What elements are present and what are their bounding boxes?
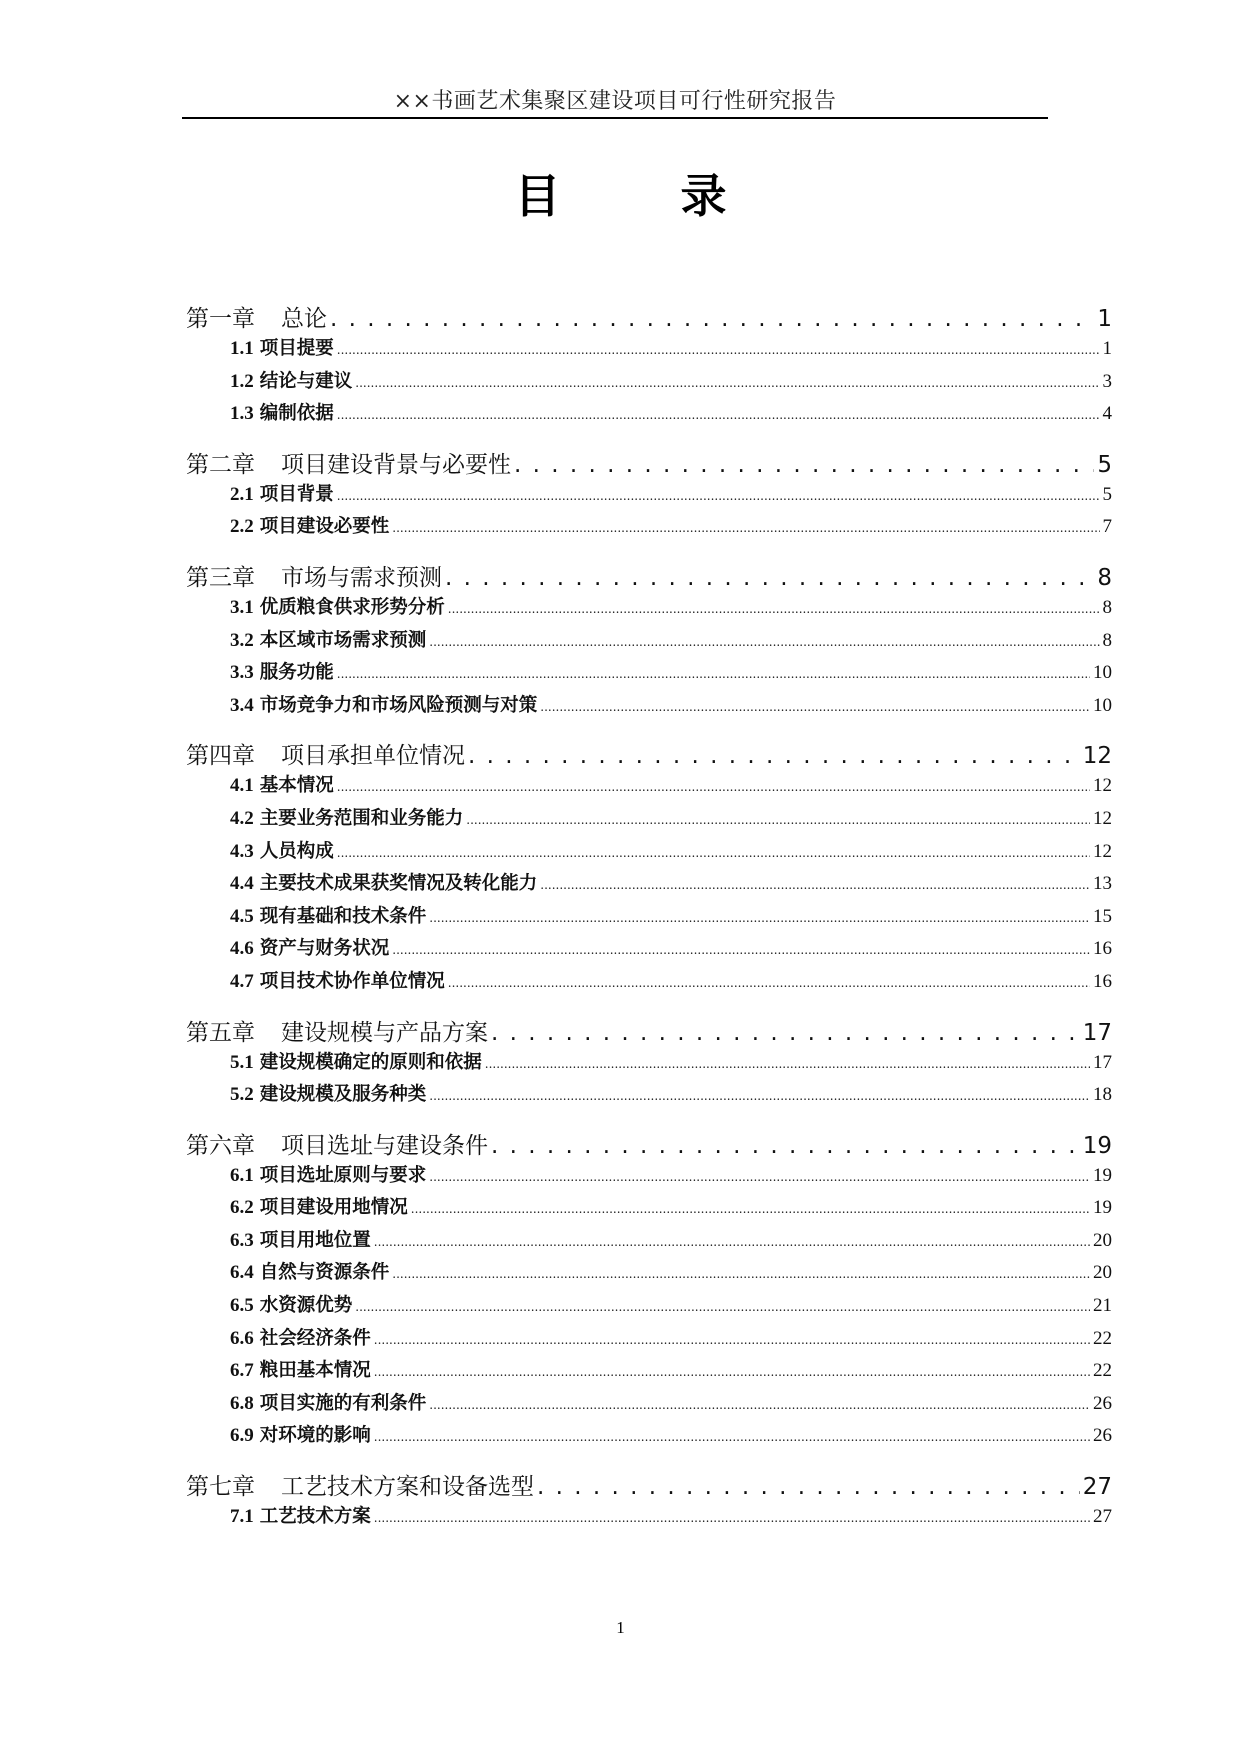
section-label bbox=[230, 1291, 352, 1317]
section-label bbox=[230, 1421, 371, 1447]
toc-section-entry[interactable] bbox=[186, 1048, 1112, 1081]
dot-leader bbox=[429, 1398, 1090, 1412]
chapter-number: 第一章 bbox=[186, 306, 255, 332]
dot-leader bbox=[337, 667, 1090, 681]
section-title: 项目技术协作单位情况 bbox=[259, 970, 445, 992]
section-title: 项目背景 bbox=[259, 483, 334, 505]
toc-section-entry[interactable] bbox=[186, 691, 1112, 724]
section-page-number: 27 bbox=[1093, 1506, 1112, 1528]
section-number: 3.2 bbox=[230, 629, 254, 651]
section-title: 服务功能 bbox=[259, 662, 334, 684]
section-page-number: 8 bbox=[1102, 596, 1112, 618]
section-title: 工艺技术方案 bbox=[259, 1506, 371, 1528]
section-title: 粮田基本情况 bbox=[259, 1360, 371, 1382]
toc-title: 目录 bbox=[514, 169, 847, 223]
chapter-title: 项目建设背景与必要性 bbox=[281, 451, 511, 478]
toc-section-entry[interactable] bbox=[186, 334, 1112, 367]
section-number: 6.4 bbox=[230, 1262, 254, 1284]
section-title: 本区域市场需求预测 bbox=[259, 629, 427, 651]
dot-leader bbox=[468, 743, 1080, 769]
section-title: 结论与建议 bbox=[259, 370, 353, 392]
section-label bbox=[230, 1193, 408, 1219]
dot-leader bbox=[514, 452, 1094, 478]
chapter-page-number: 17 bbox=[1082, 1019, 1112, 1046]
chapter-label bbox=[186, 559, 442, 592]
section-label bbox=[230, 658, 334, 684]
section-page-number: 15 bbox=[1093, 905, 1112, 927]
chapter-number: 第二章 bbox=[186, 451, 255, 478]
section-title: 基本情况 bbox=[259, 775, 334, 797]
dot-leader bbox=[445, 565, 1094, 591]
chapter-title: 总论 bbox=[281, 306, 327, 332]
section-label bbox=[230, 480, 334, 506]
section-number: 6.8 bbox=[230, 1392, 254, 1414]
section-label bbox=[230, 1389, 426, 1415]
section-label bbox=[230, 1080, 426, 1106]
toc-section-entry[interactable] bbox=[186, 658, 1112, 691]
toc-section-entry[interactable] bbox=[186, 804, 1112, 837]
chapter-number: 第四章 bbox=[186, 743, 255, 770]
chapter-title: 建设规模与产品方案 bbox=[281, 1019, 488, 1046]
dot-leader bbox=[540, 878, 1090, 892]
section-number: 6.3 bbox=[230, 1229, 254, 1251]
section-page-number: 12 bbox=[1093, 807, 1112, 829]
page-number: 1 bbox=[616, 1618, 625, 1637]
dot-leader bbox=[355, 1300, 1090, 1314]
section-page-number: 1 bbox=[1102, 338, 1112, 359]
section-number: 4.6 bbox=[230, 938, 254, 960]
chapter-title: 项目承担单位情况 bbox=[281, 743, 465, 770]
section-page-number: 26 bbox=[1093, 1392, 1112, 1414]
chapter-number: 第五章 bbox=[186, 1019, 255, 1046]
section-title: 市场竞争力和市场风险预测与对策 bbox=[259, 694, 538, 716]
toc-section-entry[interactable] bbox=[186, 837, 1112, 870]
section-page-number: 18 bbox=[1093, 1084, 1112, 1106]
dot-leader bbox=[392, 943, 1090, 957]
toc-section-entry[interactable] bbox=[186, 1258, 1112, 1291]
section-number: 5.1 bbox=[230, 1051, 254, 1073]
section-title: 项目实施的有利条件 bbox=[259, 1392, 427, 1414]
toc-chapter-entry[interactable] bbox=[186, 446, 1112, 480]
dot-leader bbox=[485, 1057, 1090, 1071]
dot-leader bbox=[466, 813, 1090, 827]
dot-leader bbox=[337, 780, 1090, 794]
toc-section-entry[interactable] bbox=[186, 771, 1112, 804]
section-label bbox=[230, 512, 389, 538]
chapter-page-number: 12 bbox=[1082, 743, 1112, 770]
chapter-page-number: 1 bbox=[1097, 306, 1112, 332]
section-page-number: 8 bbox=[1102, 629, 1112, 651]
section-label bbox=[230, 1258, 389, 1284]
toc-chapter-entry[interactable] bbox=[186, 737, 1112, 771]
toc-section-entry[interactable] bbox=[186, 1193, 1112, 1226]
section-title: 资产与财务状况 bbox=[259, 938, 390, 960]
section-number: 4.4 bbox=[230, 873, 254, 895]
section-page-number: 22 bbox=[1093, 1360, 1112, 1382]
toc-chapter-entry[interactable] bbox=[186, 300, 1112, 334]
section-label bbox=[230, 902, 426, 928]
dot-leader bbox=[337, 343, 1100, 357]
section-number: 5.2 bbox=[230, 1084, 254, 1106]
toc-section-entry[interactable] bbox=[186, 1421, 1112, 1454]
dot-leader bbox=[374, 1365, 1090, 1379]
section-label bbox=[230, 334, 334, 360]
section-label bbox=[230, 869, 537, 895]
section-number: 3.3 bbox=[230, 662, 254, 684]
section-label bbox=[230, 1356, 371, 1382]
dot-leader bbox=[374, 1235, 1090, 1249]
section-number: 1.1 bbox=[230, 338, 254, 359]
section-label bbox=[230, 691, 537, 717]
toc-section-entry[interactable] bbox=[186, 967, 1112, 1000]
section-label bbox=[230, 967, 445, 993]
section-title: 项目建设用地情况 bbox=[259, 1197, 408, 1219]
section-title: 项目建设必要性 bbox=[259, 516, 390, 538]
section-label bbox=[230, 804, 463, 830]
section-number: 6.5 bbox=[230, 1295, 254, 1317]
section-page-number: 10 bbox=[1093, 662, 1112, 684]
section-number: 3.1 bbox=[230, 596, 254, 618]
chapter-label bbox=[186, 1468, 534, 1501]
dot-leader bbox=[337, 408, 1100, 422]
section-page-number: 22 bbox=[1093, 1327, 1112, 1349]
section-page-number: 12 bbox=[1093, 840, 1112, 862]
section-number: 6.9 bbox=[230, 1425, 254, 1447]
dot-leader bbox=[411, 1202, 1090, 1216]
toc-chapter-entry[interactable] bbox=[186, 1468, 1112, 1502]
dot-leader bbox=[337, 489, 1100, 503]
section-page-number: 17 bbox=[1093, 1051, 1112, 1073]
dot-leader bbox=[374, 1430, 1090, 1444]
chapter-label bbox=[186, 446, 511, 479]
header-rule bbox=[182, 117, 1048, 119]
toc-section-entry[interactable] bbox=[186, 593, 1112, 626]
dot-leader bbox=[330, 306, 1094, 332]
section-page-number: 16 bbox=[1093, 938, 1112, 960]
chapter-number: 第三章 bbox=[186, 564, 255, 591]
dot-leader bbox=[448, 976, 1090, 990]
section-title: 水资源优势 bbox=[259, 1295, 353, 1317]
section-page-number: 4 bbox=[1102, 403, 1112, 425]
chapter-number: 第七章 bbox=[186, 1474, 255, 1501]
section-label bbox=[230, 1161, 426, 1187]
section-page-number: 13 bbox=[1093, 873, 1112, 895]
chapter-title: 市场与需求预测 bbox=[281, 564, 442, 591]
section-label bbox=[230, 399, 334, 425]
section-number: 1.2 bbox=[230, 370, 254, 392]
chapter-page-number: 8 bbox=[1097, 564, 1112, 591]
section-page-number: 7 bbox=[1102, 516, 1112, 538]
dot-leader bbox=[392, 1267, 1090, 1281]
dot-leader bbox=[537, 1474, 1080, 1500]
dot-leader bbox=[392, 521, 1099, 535]
section-title: 人员构成 bbox=[259, 840, 334, 862]
section-title: 主要业务范围和业务能力 bbox=[259, 807, 464, 829]
section-title: 优质粮食供求形势分析 bbox=[259, 596, 445, 618]
section-label bbox=[230, 1226, 371, 1252]
section-page-number: 3 bbox=[1102, 370, 1112, 392]
chapter-page-number: 19 bbox=[1082, 1132, 1112, 1159]
toc-chapter-entry[interactable] bbox=[186, 559, 1112, 593]
section-page-number: 12 bbox=[1093, 775, 1112, 797]
chapter-page-number: 5 bbox=[1097, 451, 1112, 478]
toc-chapter-entry[interactable] bbox=[186, 1127, 1112, 1161]
dot-leader bbox=[429, 635, 1099, 649]
section-title: 现有基础和技术条件 bbox=[259, 905, 427, 927]
toc-section-entry[interactable] bbox=[186, 1324, 1112, 1357]
toc-section-entry[interactable] bbox=[186, 480, 1112, 513]
section-page-number: 19 bbox=[1093, 1164, 1112, 1186]
section-page-number: 19 bbox=[1093, 1197, 1112, 1219]
toc-section-entry[interactable] bbox=[186, 367, 1112, 400]
section-title: 自然与资源条件 bbox=[259, 1262, 390, 1284]
section-page-number: 20 bbox=[1093, 1229, 1112, 1251]
section-number: 4.1 bbox=[230, 775, 254, 797]
toc-section-entry[interactable] bbox=[186, 1356, 1112, 1389]
section-label bbox=[230, 1502, 371, 1528]
section-number: 7.1 bbox=[230, 1506, 254, 1528]
section-title: 项目用地位置 bbox=[259, 1229, 371, 1251]
running-header: ××书画艺术集聚区建设项目可行性研究报告 bbox=[393, 89, 837, 114]
dot-leader bbox=[337, 846, 1090, 860]
section-page-number: 16 bbox=[1093, 970, 1112, 992]
section-number: 4.3 bbox=[230, 840, 254, 862]
section-title: 编制依据 bbox=[259, 403, 334, 425]
chapter-label bbox=[186, 737, 465, 770]
section-number: 3.4 bbox=[230, 694, 254, 716]
dot-leader bbox=[429, 1170, 1090, 1184]
dot-leader bbox=[355, 376, 1099, 390]
section-number: 1.3 bbox=[230, 403, 254, 425]
toc-section-entry[interactable] bbox=[186, 1502, 1112, 1535]
dot-leader bbox=[429, 911, 1090, 925]
section-label bbox=[230, 593, 445, 619]
section-number: 4.2 bbox=[230, 807, 254, 829]
toc-section-entry[interactable] bbox=[186, 934, 1112, 967]
section-title: 建设规模确定的原则和依据 bbox=[259, 1051, 482, 1073]
toc-section-entry[interactable] bbox=[186, 512, 1112, 545]
section-number: 4.5 bbox=[230, 905, 254, 927]
section-number: 6.1 bbox=[230, 1164, 254, 1186]
toc-section-entry[interactable] bbox=[186, 1291, 1112, 1324]
section-label bbox=[230, 626, 426, 652]
dot-leader bbox=[374, 1511, 1090, 1525]
chapter-label bbox=[186, 1014, 488, 1047]
section-number: 2.2 bbox=[230, 516, 254, 538]
chapter-label bbox=[186, 1127, 488, 1160]
toc-section-entry[interactable] bbox=[186, 626, 1112, 659]
section-title: 主要技术成果获奖情况及转化能力 bbox=[259, 873, 538, 895]
toc-section-entry[interactable] bbox=[186, 1226, 1112, 1259]
section-page-number: 5 bbox=[1102, 483, 1112, 505]
section-page-number: 10 bbox=[1093, 694, 1112, 716]
toc-section-entry[interactable] bbox=[186, 902, 1112, 935]
toc-section-entry[interactable] bbox=[186, 1161, 1112, 1194]
dot-leader bbox=[491, 1133, 1080, 1159]
dot-leader bbox=[540, 700, 1090, 714]
dot-leader bbox=[374, 1333, 1090, 1347]
section-number: 2.1 bbox=[230, 483, 254, 505]
section-number: 6.2 bbox=[230, 1197, 254, 1219]
section-number: 6.6 bbox=[230, 1327, 254, 1349]
section-title: 社会经济条件 bbox=[259, 1327, 371, 1349]
dot-leader bbox=[491, 1020, 1080, 1046]
section-number: 4.7 bbox=[230, 970, 254, 992]
chapter-number: 第六章 bbox=[186, 1132, 255, 1159]
section-number: 6.7 bbox=[230, 1360, 254, 1382]
dot-leader bbox=[448, 602, 1100, 616]
dot-leader bbox=[429, 1089, 1090, 1103]
chapter-label bbox=[186, 300, 327, 333]
section-page-number: 21 bbox=[1093, 1295, 1112, 1317]
chapter-title: 工艺技术方案和设备选型 bbox=[281, 1474, 534, 1501]
section-title: 项目选址原则与要求 bbox=[259, 1164, 427, 1186]
section-label bbox=[230, 837, 334, 863]
section-label bbox=[230, 771, 334, 797]
section-title: 建设规模及服务种类 bbox=[259, 1084, 427, 1106]
toc-section-entry[interactable] bbox=[186, 1080, 1112, 1113]
table-of-contents bbox=[186, 300, 1112, 1535]
chapter-page-number: 27 bbox=[1082, 1474, 1112, 1501]
section-page-number: 20 bbox=[1093, 1262, 1112, 1284]
section-label bbox=[230, 934, 389, 960]
toc-section-entry[interactable] bbox=[186, 1389, 1112, 1422]
section-label bbox=[230, 1324, 371, 1350]
section-title: 对环境的影响 bbox=[259, 1425, 371, 1447]
section-label bbox=[230, 367, 352, 393]
toc-section-entry[interactable] bbox=[186, 399, 1112, 432]
section-label bbox=[230, 1048, 482, 1074]
chapter-title: 项目选址与建设条件 bbox=[281, 1132, 488, 1159]
toc-section-entry[interactable] bbox=[186, 869, 1112, 902]
toc-chapter-entry[interactable] bbox=[186, 1014, 1112, 1048]
section-page-number: 26 bbox=[1093, 1425, 1112, 1447]
section-title: 项目提要 bbox=[259, 338, 334, 359]
